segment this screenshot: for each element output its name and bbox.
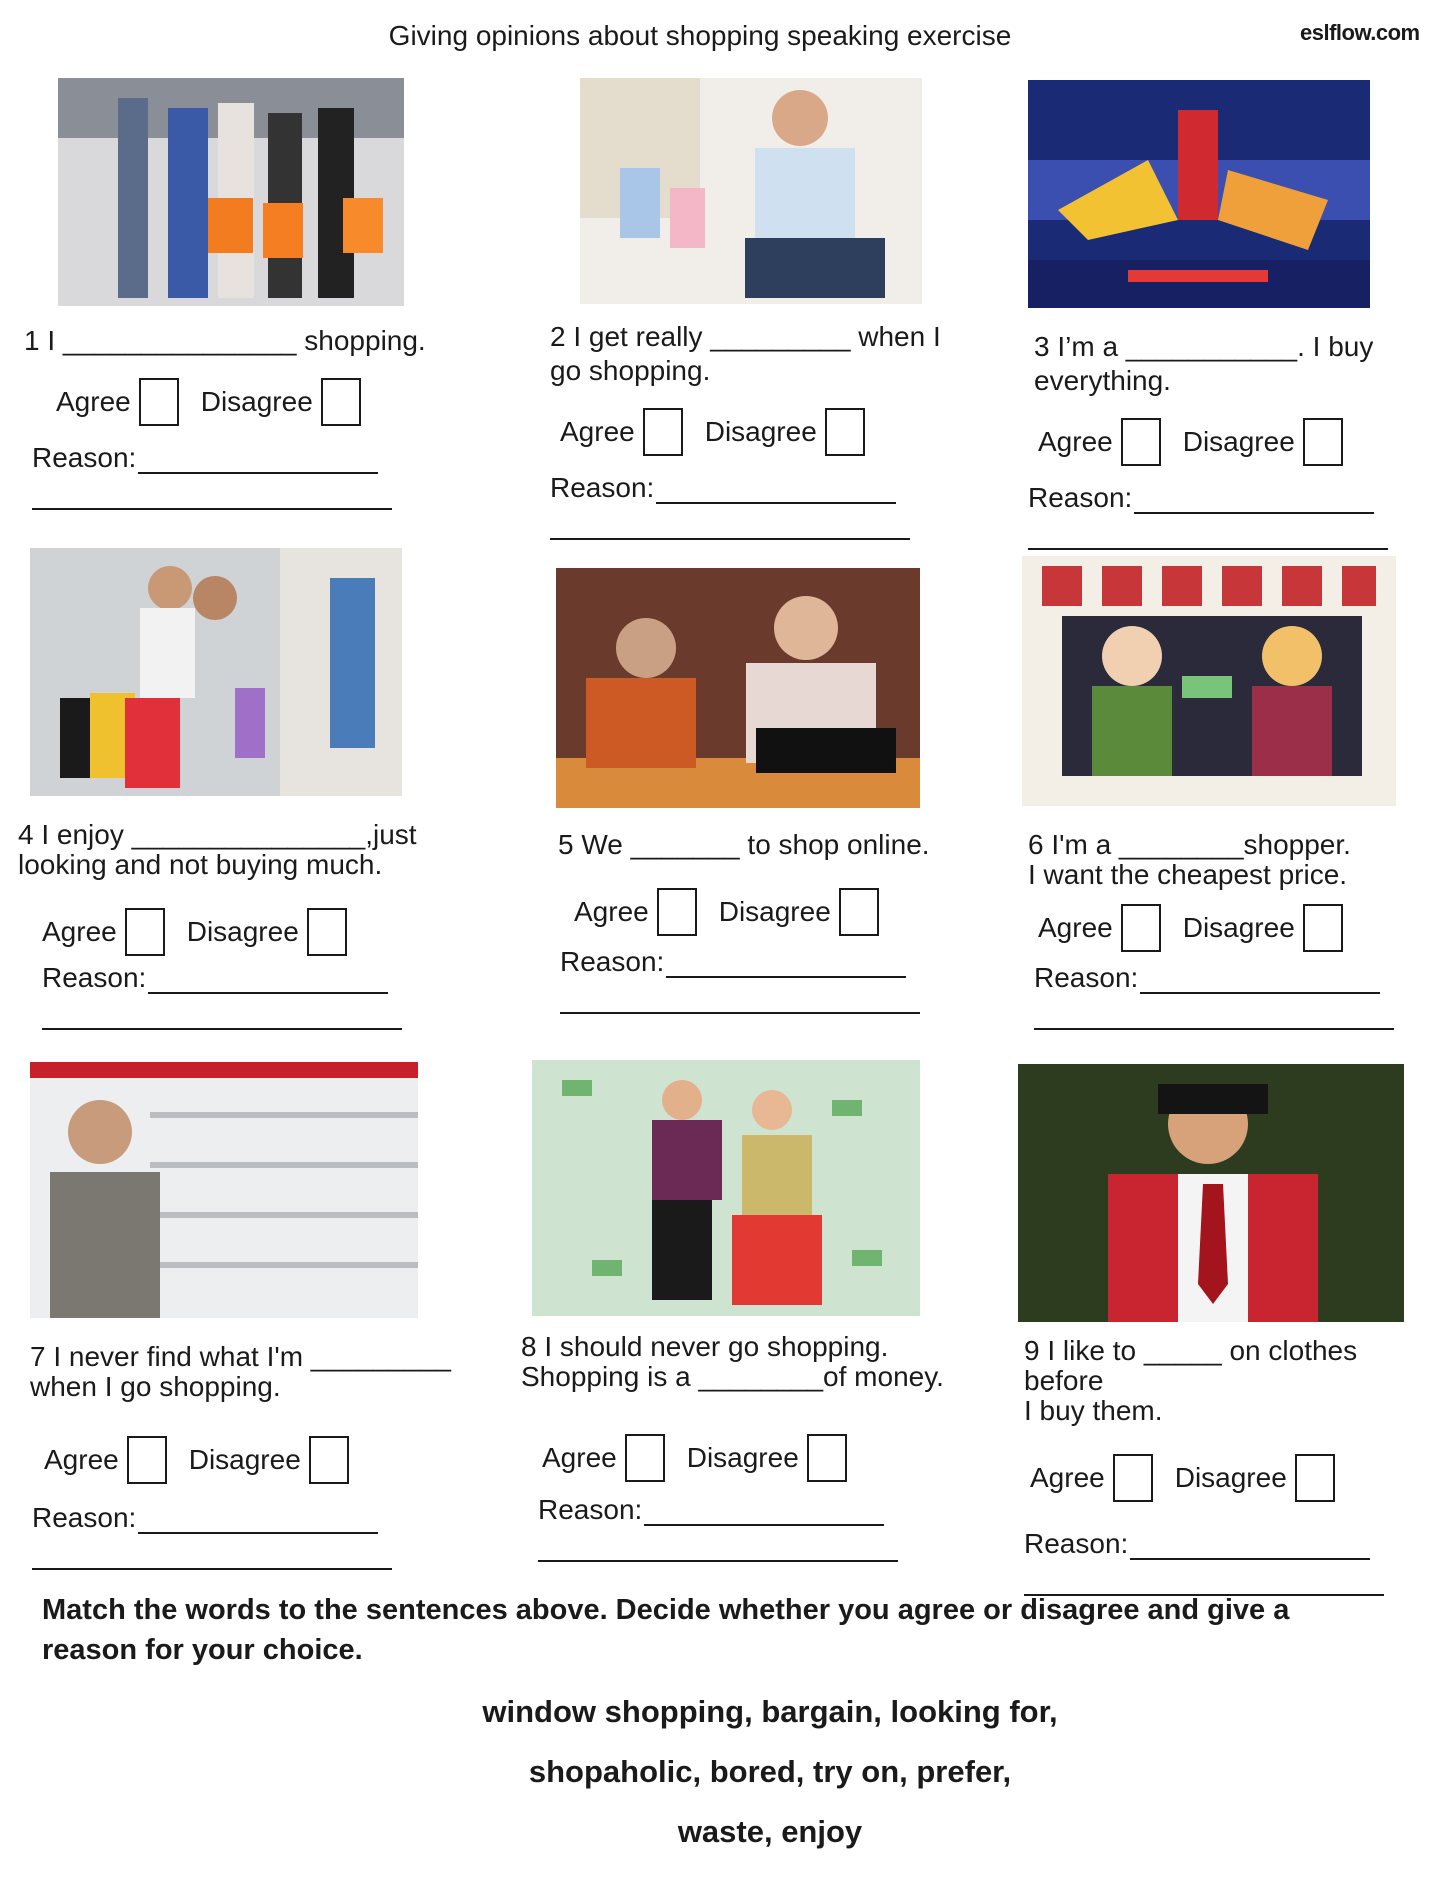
reason-field[interactable] <box>1028 482 1448 514</box>
reason-extra-line[interactable] <box>560 1012 920 1014</box>
reason-line <box>138 472 378 474</box>
shopping-group-photo <box>58 78 404 306</box>
reason-extra-line[interactable] <box>42 1028 402 1030</box>
reason-extra-line[interactable] <box>550 538 910 540</box>
agree-checkbox[interactable] <box>1121 418 1161 466</box>
bargain-market-photo <box>1022 556 1396 806</box>
exercise-card-8 <box>520 1060 960 1562</box>
exercise-card-4 <box>18 548 448 1030</box>
window-shopping-photo <box>30 548 402 796</box>
agree-label: Agree <box>56 386 131 417</box>
reason-field[interactable] <box>550 472 980 504</box>
agree-label: Agree <box>1038 426 1113 457</box>
agree-checkbox[interactable] <box>1113 1454 1153 1502</box>
reason-label: Reason: <box>32 442 137 473</box>
reason-field[interactable] <box>32 442 454 474</box>
reason-label: Reason: <box>550 472 655 503</box>
reason-field[interactable] <box>1034 962 1442 994</box>
disagree-checkbox[interactable] <box>807 1434 847 1482</box>
disagree-label: Disagree <box>686 1442 799 1473</box>
exercise-sentence: 9 I like to _____ on clothes before I buy them. <box>1024 1335 1358 1426</box>
disagree-checkbox[interactable] <box>307 908 347 956</box>
reason-line <box>1140 992 1380 994</box>
reason-field[interactable] <box>538 1494 960 1526</box>
agree-label: Agree <box>1038 912 1113 943</box>
disagree-label: Disagree <box>188 1444 301 1475</box>
agree-checkbox[interactable] <box>657 888 697 936</box>
exercise-card-5 <box>556 568 986 1014</box>
disagree-label: Disagree <box>186 916 299 947</box>
agree-label: Agree <box>542 1442 617 1473</box>
empty-shelves-photo <box>30 1062 418 1318</box>
word-bank-line-3: waste, enjoy <box>677 1814 863 1849</box>
reason-label: Reason: <box>560 946 665 977</box>
online-shopping-photo <box>556 568 920 808</box>
reason-extra-line[interactable] <box>32 508 392 510</box>
exercise-sentence: 3 I’m a ___________. I buy everything. <box>1034 331 1374 396</box>
bored-man-photo <box>580 78 922 304</box>
site-name: eslflow.com <box>1300 20 1420 45</box>
reason-extra-line[interactable] <box>538 1560 898 1562</box>
reason-field[interactable] <box>42 962 448 994</box>
reason-field[interactable] <box>32 1502 454 1534</box>
money-spending-photo <box>532 1060 920 1316</box>
exercise-sentence: 5 We _______ to shop online. <box>558 829 930 860</box>
disagree-label: Disagree <box>704 416 817 447</box>
exercise-sentence: 8 I should never go shopping. Shopping is a ________of money. <box>521 1331 944 1392</box>
agree-label: Agree <box>1030 1462 1105 1493</box>
reason-line <box>666 976 906 978</box>
exercise-card-7 <box>24 1062 454 1570</box>
agree-checkbox[interactable] <box>127 1436 167 1484</box>
agree-checkbox[interactable] <box>1121 904 1161 952</box>
instructions: Match the words to the sentences above. Decide whether you agree or disagree and give a reason for your choice. <box>42 1594 1290 1666</box>
exercise-sentence: 7 I never find what I'm _________ when I go shopping. <box>30 1341 451 1402</box>
disagree-label: Disagree <box>718 896 831 927</box>
reason-label: Reason: <box>538 1494 643 1525</box>
agree-checkbox[interactable] <box>643 408 683 456</box>
agree-label: Agree <box>574 896 649 927</box>
exercise-sentence: 2 I get really _________ when I go shopping. <box>550 321 941 386</box>
word-bank-line-1: window shopping, bargain, looking for, <box>482 1694 1058 1729</box>
disagree-checkbox[interactable] <box>825 408 865 456</box>
exercise-card-2 <box>550 78 980 540</box>
agree-label: Agree <box>560 416 635 447</box>
reason-line <box>138 1532 378 1534</box>
reason-extra-line[interactable] <box>1034 1028 1394 1030</box>
disagree-label: Disagree <box>1174 1462 1287 1493</box>
exercise-sentence: 1 I _______________ shopping. <box>24 325 426 356</box>
page-title: Giving opinions about shopping speaking exercise <box>388 20 1012 51</box>
reason-field[interactable] <box>560 946 986 978</box>
reason-field[interactable] <box>1024 1528 1438 1560</box>
disagree-checkbox[interactable] <box>839 888 879 936</box>
agree-checkbox[interactable] <box>625 1434 665 1482</box>
disagree-label: Disagree <box>1182 426 1295 457</box>
reason-label: Reason: <box>1024 1528 1129 1559</box>
shopaholic-photo <box>1028 80 1370 308</box>
trying-clothes-photo <box>1018 1064 1404 1322</box>
exercise-sentence: 4 I enjoy _______________,just looking and not buying much. <box>18 819 417 880</box>
agree-checkbox[interactable] <box>139 378 179 426</box>
agree-checkbox[interactable] <box>125 908 165 956</box>
exercise-card-6 <box>1022 556 1442 1030</box>
exercise-card-1 <box>24 78 454 510</box>
disagree-label: Disagree <box>1182 912 1295 943</box>
disagree-checkbox[interactable] <box>1295 1454 1335 1502</box>
reason-line <box>1134 512 1374 514</box>
reason-label: Reason: <box>32 1502 137 1533</box>
word-bank-line-2: shopaholic, bored, try on, prefer, <box>528 1754 1012 1789</box>
agree-label: Agree <box>42 916 117 947</box>
reason-line <box>644 1524 884 1526</box>
disagree-checkbox[interactable] <box>309 1436 349 1484</box>
disagree-checkbox[interactable] <box>1303 904 1343 952</box>
disagree-checkbox[interactable] <box>1303 418 1343 466</box>
disagree-label: Disagree <box>200 386 313 417</box>
exercise-sentence: 6 I'm a ________shopper. I want the cheapest price. <box>1028 829 1351 890</box>
reason-extra-line[interactable] <box>32 1568 392 1570</box>
reason-label: Reason: <box>1028 482 1133 513</box>
reason-line <box>656 502 896 504</box>
exercise-card-9 <box>1018 1064 1438 1596</box>
reason-extra-line[interactable] <box>1028 548 1388 550</box>
reason-line <box>148 992 388 994</box>
reason-label: Reason: <box>1034 962 1139 993</box>
disagree-checkbox[interactable] <box>321 378 361 426</box>
reason-label: Reason: <box>42 962 147 993</box>
exercise-card-3 <box>1028 80 1448 550</box>
agree-label: Agree <box>44 1444 119 1475</box>
reason-line <box>1130 1558 1370 1560</box>
